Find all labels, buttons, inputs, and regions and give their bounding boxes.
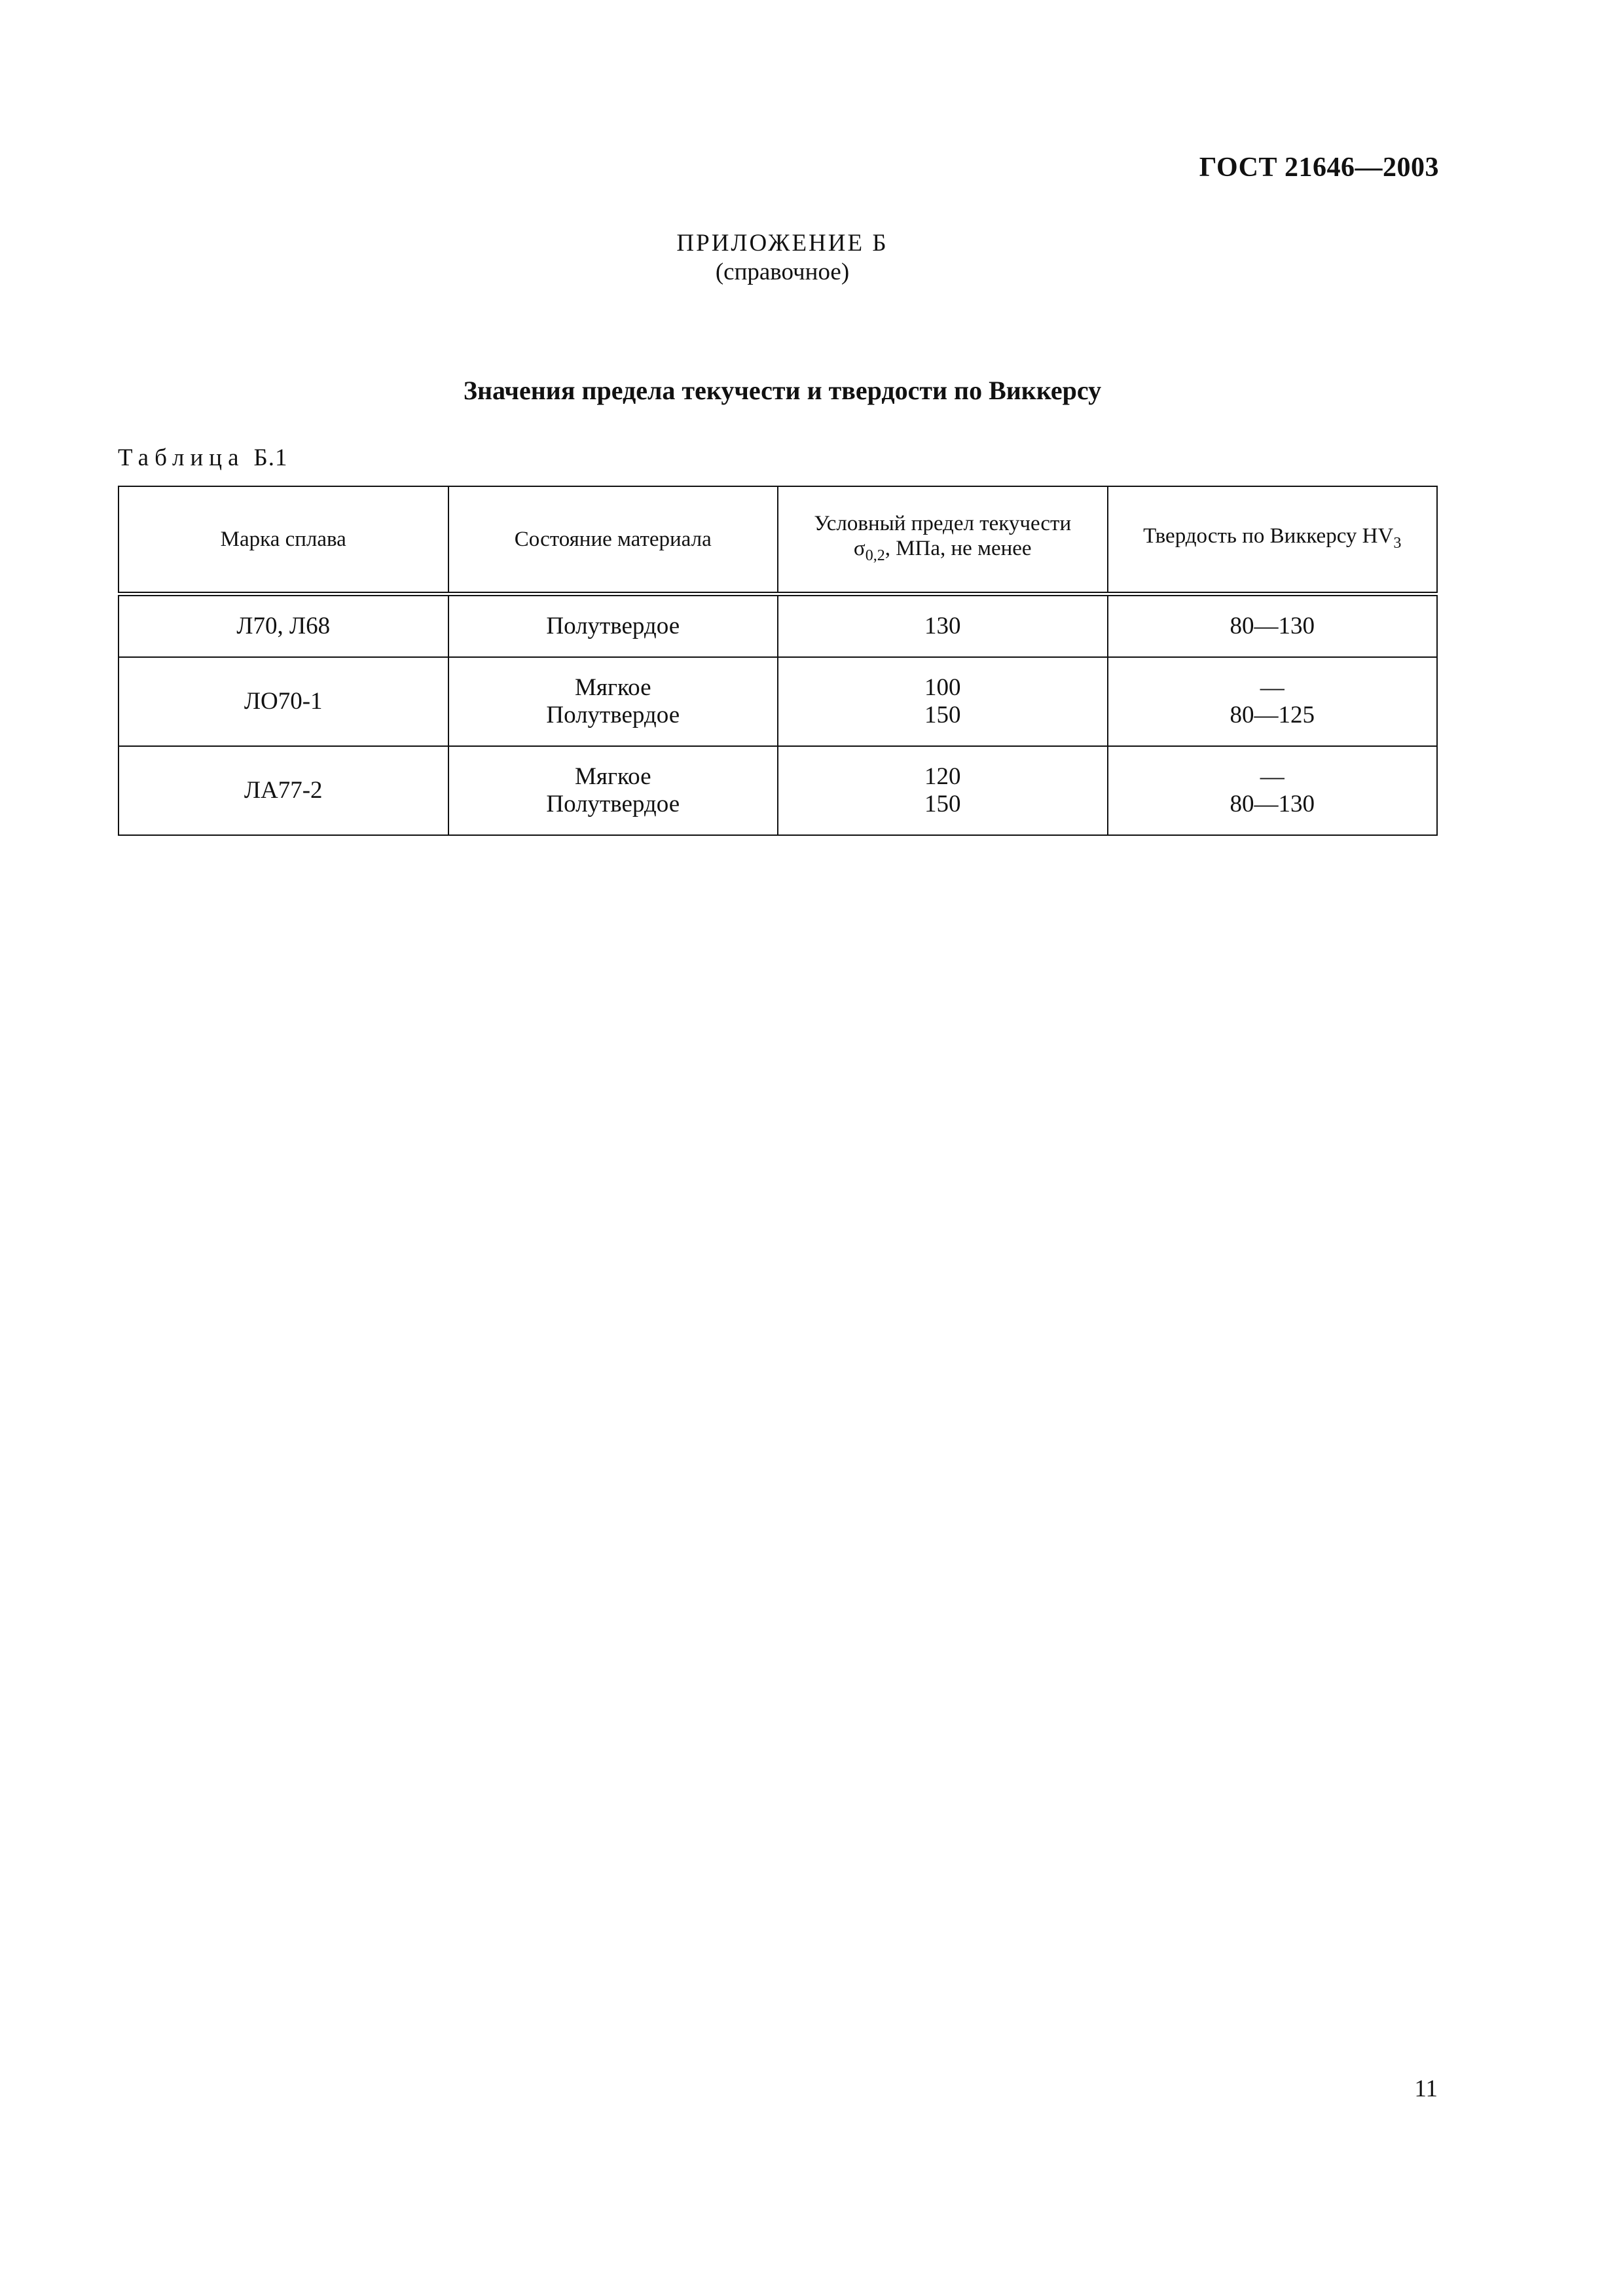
cell-alloy: ЛА77-2 [119,746,448,835]
yield-value: 130 [924,613,961,639]
hardness-value: — [1260,674,1285,701]
hardness-subscript: 3 [1393,534,1402,552]
cell-state [448,746,778,835]
cell-hardness [1108,594,1438,658]
state-value: Полутвердое [546,613,680,639]
header-state: Состояние материала [448,486,778,594]
hardness-value: — [1260,763,1285,790]
cell-alloy: Л70, Л68 [119,594,448,658]
cell-state [448,657,778,746]
yield-value: 100 [924,674,961,701]
header-yield-line2 [785,536,1101,568]
appendix-heading [0,229,1565,287]
table-caption-number: Б.1 [253,444,288,471]
yield-symbol: σ [853,536,866,560]
cell-alloy: ЛО70-1 [119,657,448,746]
yield-value: 120 [924,763,961,790]
properties-table [118,486,1438,836]
table-header-row [119,486,1437,594]
header-alloy: Марка сплава [119,486,448,594]
state-value: Мягкое [574,763,651,790]
cell-yield [778,746,1108,835]
hardness-label: Твердость по Виккерсу HV [1143,524,1394,548]
document-code: ГОСТ 21646—2003 [1199,152,1439,183]
header-yield-line1: Условный предел текучести [814,511,1072,535]
section-title: Значения предела текучести и твердости по Виккерсу [463,376,1102,405]
appendix-title: ПРИЛОЖЕНИЕ Б [676,230,888,257]
table-row [119,657,1437,746]
table-row [119,594,1437,658]
yield-value: 150 [924,791,961,817]
appendix-kind: (справочное) [715,259,850,285]
header-yield [778,486,1108,594]
hardness-value: 80—125 [1230,702,1315,728]
yield-value: 150 [924,702,961,728]
state-value: Полутвердое [546,791,680,817]
table-row [119,746,1437,835]
cell-hardness [1108,746,1438,835]
table-caption [118,444,288,472]
state-value: Полутвердое [546,702,680,728]
state-value: Мягкое [574,674,651,701]
cell-hardness [1108,657,1438,746]
hardness-value: 80—130 [1230,791,1315,817]
yield-unit: , МПа, не менее [884,536,1032,560]
table-caption-label: Таблица [118,444,245,471]
page-number: 11 [1414,2075,1438,2102]
hardness-value: 80—130 [1230,613,1315,639]
cell-yield [778,657,1108,746]
yield-subscript: 0,2 [865,547,885,564]
cell-state [448,594,778,658]
header-hardness [1108,486,1438,594]
cell-yield [778,594,1108,658]
